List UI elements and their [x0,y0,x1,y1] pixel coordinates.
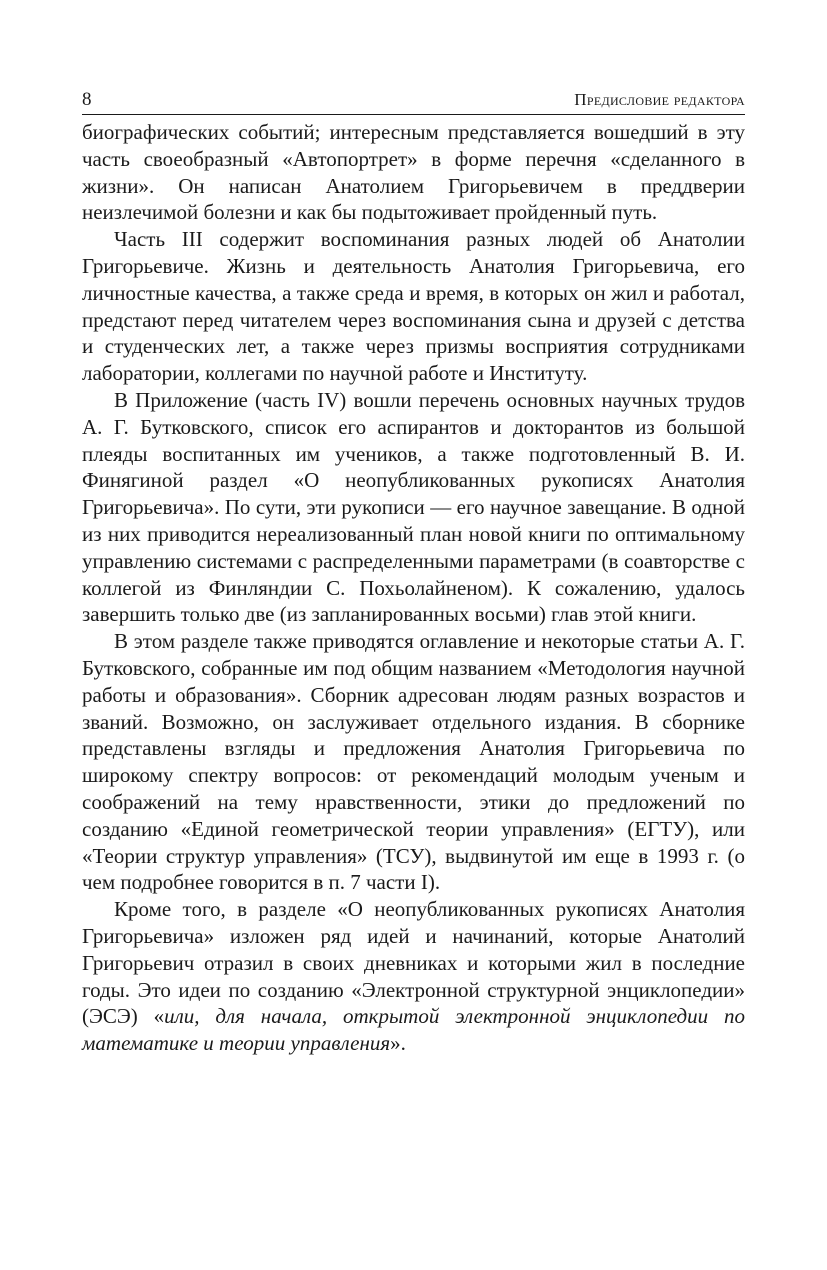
running-title: Предисловие редактора [574,90,745,109]
book-page [82,86,745,1057]
body-text [82,119,745,1057]
page-number: 8 [82,89,92,110]
paragraph-part-three: Часть III содержит воспоминания разных людей об Анатолии Григорьевиче. Жизнь и деятельность Анатолия Григорьевича, его личностные качества, а также среда и время, в которых он жил и работал, предстают перед читателем через воспоминания сына и друзей с детства и студенческих лет, а также через призмы восприятия сотрудниками лаборатории, коллегами по научной работе и Институту. [82,227,745,386]
paragraph-appendix: В Приложение (часть IV) вошли перечень основных научных трудов А. Г. Бутковского, список его аспирантов и докторантов из большой плеяды воспитанных им учеников, а также подготовленный В. И. Финягиной раздел «О неопубликованных рукописях Анатолия Григорьевича». По сути, эти рукописи — его научное завещание. В одной из них приводится нереализованный план новой книги по оптимальному управлению системами с распределенными параметрами (в соавторстве с коллегой из Финляндии С. Похьолайненом). К сожалению, удалось завершить только две (из запланированных восьми) глав этой книги. [82,387,745,627]
paragraph-methodology: В этом разделе также приводятся оглавление и некоторые статьи А. Г. Бутковского, собранные им под общим названием «Методология научной работы и образования». Сборник адресован людям разных возрастов и званий. Возможно, он заслуживает отдельного издания. В сборнике представлены взгляды и предложения Анатолия Григорьевича по широкому спектру вопросов: от рекомендаций молодым ученым и соображений на тему нравственности, этики до предложений по созданию «Единой геометрической теории управления» (ЕГТУ), или «Теории структур управления» (ТСУ), выдвинутой им еще в 1993 г. (о чем подробнее говорится в п. 7 части I). [82,629,745,895]
paragraph-manuscripts-italic-quote: или, для начала, открытой электронной энциклопедии по математике и теории управления [82,1004,745,1056]
paragraph-manuscripts [82,896,745,1057]
page-header [82,86,745,115]
paragraph-manuscripts-tail: ». [390,1031,406,1056]
paragraph-manuscripts-text: Кроме того, в разделе «О неопубликованных рукописях Анатолия Григорьевича» изложен ряд идей и начинаний, которые Анатолий Григорьевич отразил в своих дневниках и которыми жил в последние годы. Это идеи по созданию «Электронной структурной энциклопедии» (ЭСЭ) « [82,897,745,1029]
paragraph-continued: биографических событий; интересным представляется вошедший в эту часть своеобразный «Автопортрет» в форме перечня «сделанного в жизни». Он написан Анатолием Григорьевичем в преддверии неизлечимой болезни и как бы подытоживает пройденный путь. [82,120,745,225]
